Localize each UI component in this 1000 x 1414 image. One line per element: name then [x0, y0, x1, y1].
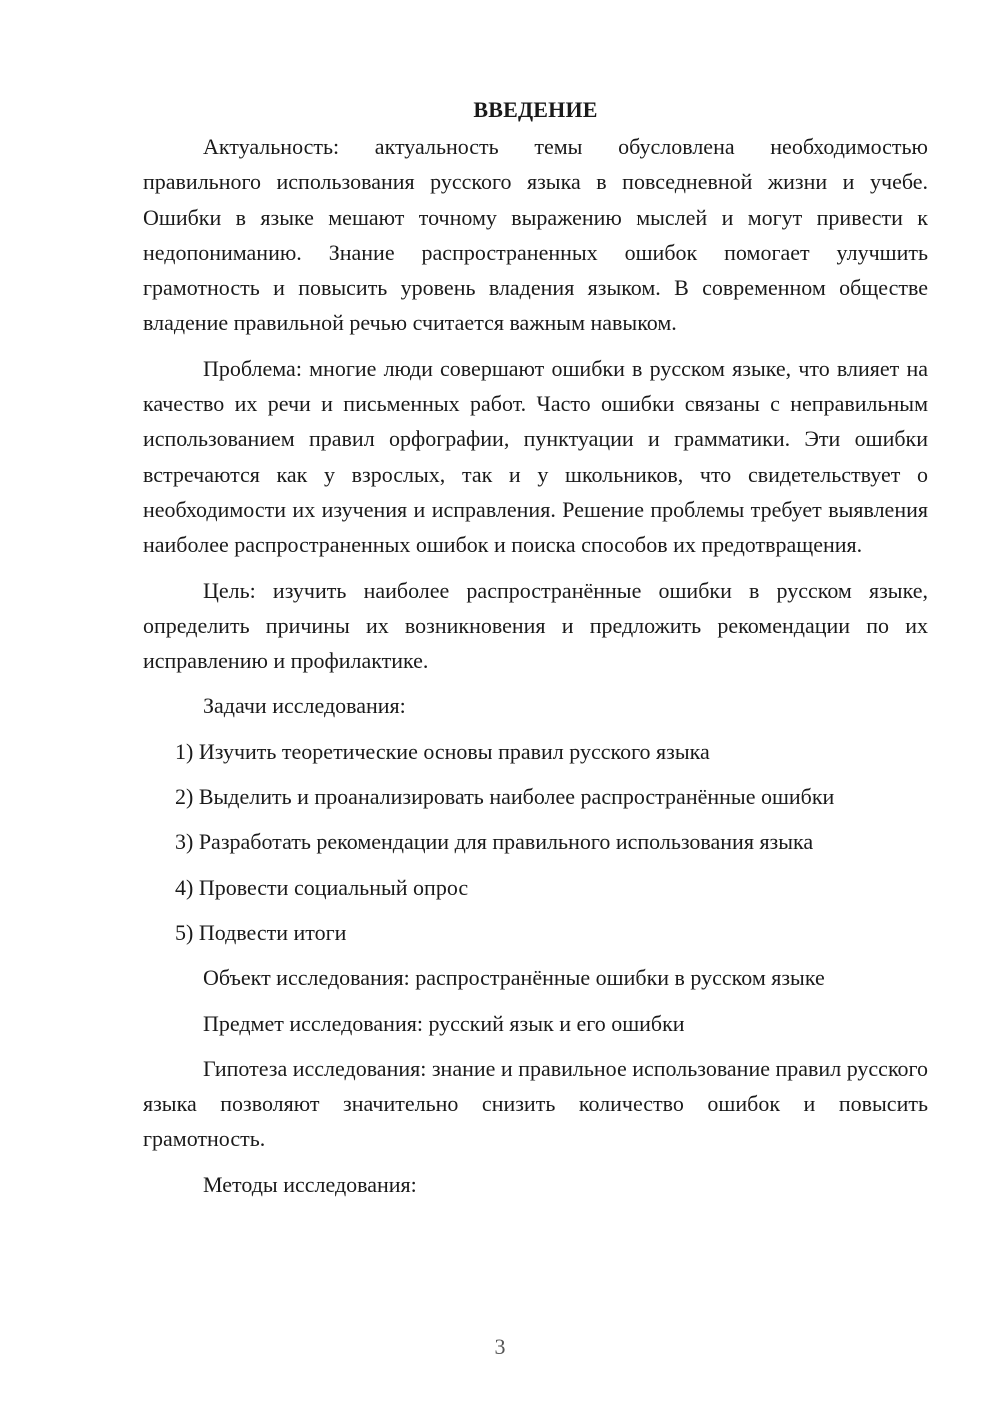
page-title: ВВЕДЕНИЕ: [473, 97, 598, 122]
page-content: [143, 92, 928, 1212]
methods-heading: Методы исследования:: [203, 1171, 417, 1197]
hypothesis-paragraph: Гипотеза исследования: знание и правильное использование правил русского языка позволяют значительно снизить количество ошибок и повысить грамотность.: [143, 1055, 928, 1152]
page-number: 3: [494, 1334, 506, 1359]
tasks-list: [143, 734, 928, 950]
list-item: 3) Разработать рекомендации для правильного использования языка: [175, 829, 814, 855]
problem-paragraph: Проблема: многие люди совершают ошибки в русском языке, что влияет на качество их речи и письменных работ. Часто ошибки связаны с неправильным использованием правил орфографии, пунктуации и грамматики. Эти ошибки встречаются как у взрослых, так и у школьников, что свидетельствует о необходимости их изучения и исправления. Решение проблемы требует выявления наиболее распространенных ошибок и поиска способов их предотвращения.: [143, 355, 928, 558]
subject-line: Предмет исследования: русский язык и его ошибки: [203, 1010, 685, 1036]
goal-paragraph: Цель: изучить наиболее распространённые ошибки в русском языке, определить причины их возникновения и предложить рекомендации по их исправлению и профилактике.: [143, 577, 928, 674]
list-item: 2) Выделить и проанализировать наиболее распространённые ошибки: [175, 784, 835, 810]
list-item: 5) Подвести итоги: [175, 919, 347, 945]
relevance-paragraph: Актуальность: актуальность темы обусловлена необходимостью правильного использования русского языка в повседневной жизни и учебе. Ошибки в языке мешают точному выражению мыслей и могут привести к недопониманию. Знание распространенных ошибок помогает улучшить грамотность и повысить уровень владения языком. В современном обществе владение правильной речью считается важным навыком.: [143, 134, 928, 336]
list-item: 1) Изучить теоретические основы правил русского языка: [175, 738, 710, 764]
tasks-heading: Задачи исследования:: [203, 693, 406, 719]
object-line: Объект исследования: распространённые ошибки в русском языке: [203, 965, 825, 991]
list-item: 4) Провести социальный опрос: [175, 874, 469, 900]
